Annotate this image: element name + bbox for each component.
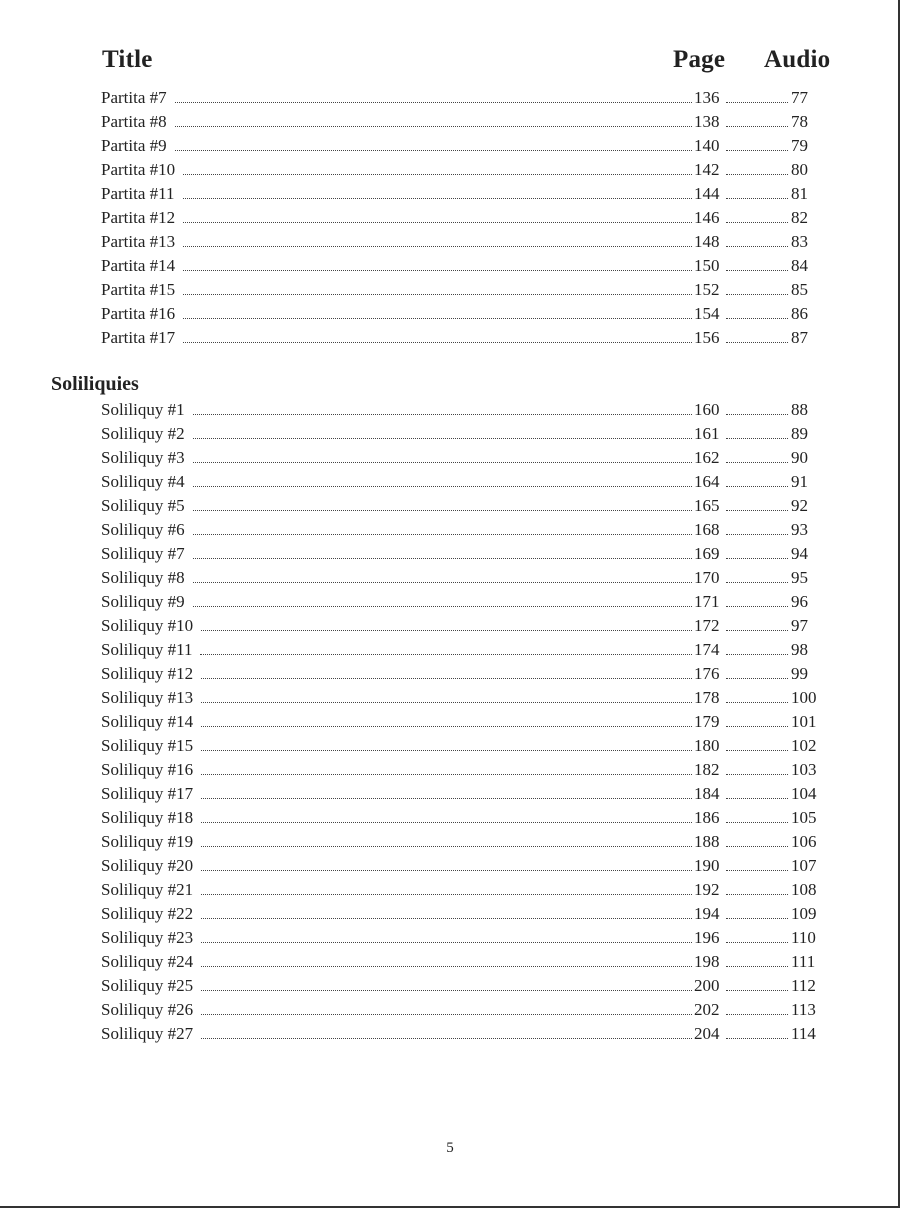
dot-leader (726, 774, 788, 775)
dot-leader (193, 462, 692, 463)
dot-leader (726, 822, 788, 823)
dot-leader (726, 510, 788, 511)
dot-leader (175, 126, 692, 127)
entry-audio-number: 106 (791, 832, 817, 851)
entry-audio-number: 94 (791, 544, 808, 563)
dot-leader (726, 1038, 788, 1039)
entry-title: Soliliquy #20 (101, 856, 194, 875)
entry-audio-number: 83 (791, 232, 808, 251)
entry-title: Partita #9 (101, 136, 167, 155)
entry-audio-number: 97 (791, 616, 808, 635)
dot-leader (726, 870, 788, 871)
toc-entry[interactable] (101, 638, 823, 662)
toc-entry[interactable] (101, 86, 823, 110)
toc-entry[interactable] (101, 830, 823, 854)
toc-entry[interactable] (101, 998, 823, 1022)
entry-title: Partita #12 (101, 208, 176, 227)
entry-title: Soliliquy #9 (101, 592, 185, 611)
entry-title: Soliliquy #10 (101, 616, 194, 635)
dot-leader (726, 606, 788, 607)
entry-audio-number: 111 (791, 952, 816, 971)
entry-page-number: 188 (694, 832, 720, 851)
dot-leader (201, 918, 692, 919)
dot-leader (201, 750, 692, 751)
entry-title: Soliliquy #13 (101, 688, 194, 707)
dot-leader (726, 966, 788, 967)
dot-leader (726, 558, 788, 559)
column-header-title: Title (102, 46, 153, 73)
partita-list (101, 86, 823, 350)
entry-page-number: 144 (694, 184, 720, 203)
entry-audio-number: 84 (791, 256, 808, 275)
dot-leader (201, 966, 692, 967)
entry-title: Partita #16 (101, 304, 176, 323)
toc-entry[interactable] (101, 110, 823, 134)
dot-leader (183, 270, 692, 271)
entry-page-number: 142 (694, 160, 720, 179)
entry-page-number: 186 (694, 808, 720, 827)
dot-leader (201, 1038, 692, 1039)
entry-title: Soliliquy #8 (101, 568, 185, 587)
entry-audio-number: 91 (791, 472, 808, 491)
entry-page-number: 168 (694, 520, 720, 539)
dot-leader (175, 150, 692, 151)
dot-leader (193, 558, 692, 559)
entry-title: Soliliquy #7 (101, 544, 185, 563)
entry-page-number: 174 (694, 640, 720, 659)
entry-audio-number: 80 (791, 160, 808, 179)
toc-entry[interactable] (101, 134, 823, 158)
entry-audio-number: 88 (791, 400, 808, 419)
toc-entry[interactable] (101, 254, 823, 278)
entry-page-number: 190 (694, 856, 720, 875)
entry-title: Soliliquy #12 (101, 664, 194, 683)
entry-audio-number: 79 (791, 136, 808, 155)
toc-entry[interactable] (101, 158, 823, 182)
dot-leader (726, 798, 788, 799)
entry-title: Partita #8 (101, 112, 167, 131)
dot-leader (726, 414, 788, 415)
entry-title: Soliliquy #17 (101, 784, 194, 803)
entry-title: Partita #10 (101, 160, 176, 179)
entry-title: Soliliquy #24 (101, 952, 194, 971)
dot-leader (193, 606, 692, 607)
entry-title: Soliliquy #23 (101, 928, 194, 947)
entry-audio-number: 101 (791, 712, 817, 731)
entry-page-number: 170 (694, 568, 720, 587)
entry-page-number: 154 (694, 304, 720, 323)
entry-title: Soliliquy #26 (101, 1000, 194, 1019)
dot-leader (183, 342, 692, 343)
entry-title: Soliliquy #1 (101, 400, 185, 419)
column-header-page: Page (673, 46, 726, 73)
entry-title: Soliliquy #3 (101, 448, 185, 467)
dot-leader (726, 102, 788, 103)
entry-audio-number: 112 (791, 976, 816, 995)
entry-audio-number: 78 (791, 112, 808, 131)
dot-leader (193, 414, 692, 415)
entry-page-number: 169 (694, 544, 720, 563)
dot-leader (201, 822, 692, 823)
dot-leader (183, 174, 692, 175)
entry-audio-number: 104 (791, 784, 817, 803)
dot-leader (726, 1014, 788, 1015)
entry-audio-number: 87 (791, 328, 808, 347)
toc-entry[interactable] (101, 326, 823, 350)
entry-audio-number: 99 (791, 664, 808, 683)
dot-leader (201, 798, 692, 799)
dot-leader (175, 102, 692, 103)
entry-page-number: 161 (694, 424, 720, 443)
dot-leader (201, 942, 692, 943)
toc-entry[interactable] (101, 686, 823, 710)
dot-leader (183, 294, 692, 295)
toc-entry[interactable] (101, 182, 823, 206)
entry-title: Soliliquy #16 (101, 760, 194, 779)
entry-page-number: 138 (694, 112, 720, 131)
entry-audio-number: 96 (791, 592, 808, 611)
entry-page-number: 196 (694, 928, 720, 947)
dot-leader (726, 486, 788, 487)
toc-entry[interactable] (101, 590, 823, 614)
dot-leader (726, 654, 788, 655)
toc-entry[interactable] (101, 470, 823, 494)
dot-leader (201, 702, 692, 703)
entry-page-number: 164 (694, 472, 720, 491)
toc-entry[interactable] (101, 398, 823, 422)
dot-leader (726, 246, 788, 247)
entry-page-number: 200 (694, 976, 720, 995)
dot-leader (726, 222, 788, 223)
dot-leader (193, 510, 692, 511)
entry-page-number: 182 (694, 760, 720, 779)
toc-entry[interactable] (101, 1022, 823, 1046)
dot-leader (726, 318, 788, 319)
entry-title: Partita #15 (101, 280, 176, 299)
entry-audio-number: 86 (791, 304, 808, 323)
entry-page-number: 194 (694, 904, 720, 923)
dot-leader (726, 462, 788, 463)
entry-title: Soliliquy #19 (101, 832, 194, 851)
entry-title: Partita #7 (101, 88, 167, 107)
entry-audio-number: 90 (791, 448, 808, 467)
toc-entry[interactable] (101, 878, 823, 902)
entry-audio-number: 93 (791, 520, 808, 539)
toc-entry[interactable] (101, 662, 823, 686)
dot-leader (726, 750, 788, 751)
toc-entry[interactable] (101, 926, 823, 950)
entry-title: Soliliquy #15 (101, 736, 194, 755)
dot-leader (201, 630, 692, 631)
entry-page-number: 176 (694, 664, 720, 683)
dot-leader (726, 582, 788, 583)
dot-leader (726, 294, 788, 295)
toc-entry[interactable] (101, 422, 823, 446)
toc-entry[interactable] (101, 302, 823, 326)
column-header-audio: Audio (764, 46, 831, 73)
toc-entry[interactable] (101, 854, 823, 878)
entry-audio-number: 92 (791, 496, 808, 515)
entry-page-number: 160 (694, 400, 720, 419)
dot-leader (201, 726, 692, 727)
entry-title: Soliliquy #11 (101, 640, 193, 659)
entry-audio-number: 113 (791, 1000, 816, 1019)
entry-audio-number: 102 (791, 736, 817, 755)
entry-audio-number: 108 (791, 880, 817, 899)
toc-entry[interactable] (101, 758, 823, 782)
dot-leader (726, 726, 788, 727)
dot-leader (726, 438, 788, 439)
toc-entry[interactable] (101, 734, 823, 758)
entry-title: Soliliquy #2 (101, 424, 185, 443)
toc-entry[interactable] (101, 710, 823, 734)
entry-audio-number: 98 (791, 640, 808, 659)
dot-leader (726, 126, 788, 127)
entry-title: Soliliquy #4 (101, 472, 185, 491)
dot-leader (201, 1014, 692, 1015)
dot-leader (193, 486, 692, 487)
entry-audio-number: 89 (791, 424, 808, 443)
entry-title: Soliliquy #27 (101, 1024, 194, 1043)
entry-page-number: 165 (694, 496, 720, 515)
entry-title: Soliliquy #25 (101, 976, 194, 995)
toc-entry[interactable] (101, 542, 823, 566)
dot-leader (726, 894, 788, 895)
dot-leader (193, 582, 692, 583)
dot-leader (726, 846, 788, 847)
entry-title: Soliliquy #21 (101, 880, 194, 899)
dot-leader (726, 270, 788, 271)
entry-page-number: 156 (694, 328, 720, 347)
dot-leader (201, 894, 692, 895)
soliloquy-list (101, 398, 823, 1046)
entry-title: Partita #17 (101, 328, 176, 347)
entry-page-number: 179 (694, 712, 720, 731)
entry-page-number: 180 (694, 736, 720, 755)
entry-title: Partita #13 (101, 232, 176, 251)
entry-title: Soliliquy #5 (101, 496, 185, 515)
dot-leader (201, 990, 692, 991)
dot-leader (183, 318, 692, 319)
entry-page-number: 171 (694, 592, 720, 611)
toc-entry[interactable] (101, 446, 823, 470)
entry-page-number: 150 (694, 256, 720, 275)
dot-leader (726, 702, 788, 703)
dot-leader (201, 774, 692, 775)
entry-audio-number: 114 (791, 1024, 816, 1043)
dot-leader (726, 150, 788, 151)
dot-leader (726, 918, 788, 919)
toc-entry[interactable] (101, 206, 823, 230)
dot-leader (201, 846, 692, 847)
toc-entry[interactable] (101, 518, 823, 542)
entry-audio-number: 103 (791, 760, 817, 779)
entry-audio-number: 110 (791, 928, 816, 947)
dot-leader (726, 198, 788, 199)
dot-leader (183, 246, 692, 247)
dot-leader (726, 342, 788, 343)
dot-leader (726, 630, 788, 631)
dot-leader (183, 222, 692, 223)
entry-audio-number: 82 (791, 208, 808, 227)
dot-leader (193, 534, 692, 535)
toc-entry[interactable] (101, 950, 823, 974)
entry-title: Soliliquy #14 (101, 712, 194, 731)
entry-audio-number: 109 (791, 904, 817, 923)
dot-leader (193, 438, 692, 439)
toc-entry[interactable] (101, 278, 823, 302)
entry-title: Soliliquy #6 (101, 520, 185, 539)
entry-page-number: 148 (694, 232, 720, 251)
entry-audio-number: 95 (791, 568, 808, 587)
dot-leader (200, 654, 692, 655)
page-number: 5 (446, 1140, 454, 1156)
section-heading-soliliquies: Soliliquies (51, 373, 139, 395)
entry-page-number: 192 (694, 880, 720, 899)
entry-page-number: 146 (694, 208, 720, 227)
toc-entry[interactable] (101, 902, 823, 926)
entry-title: Soliliquy #22 (101, 904, 194, 923)
entry-audio-number: 105 (791, 808, 817, 827)
entry-page-number: 178 (694, 688, 720, 707)
entry-page-number: 202 (694, 1000, 720, 1019)
entry-title: Partita #14 (101, 256, 176, 275)
toc-entry[interactable] (101, 494, 823, 518)
entry-page-number: 140 (694, 136, 720, 155)
entry-audio-number: 77 (791, 88, 808, 107)
entry-title: Partita #11 (101, 184, 175, 203)
entry-page-number: 136 (694, 88, 720, 107)
entry-page-number: 184 (694, 784, 720, 803)
entry-audio-number: 107 (791, 856, 817, 875)
dot-leader (183, 198, 693, 199)
entry-page-number: 204 (694, 1024, 720, 1043)
dot-leader (726, 942, 788, 943)
toc-entry[interactable] (101, 566, 823, 590)
entry-page-number: 172 (694, 616, 720, 635)
toc-entry[interactable] (101, 230, 823, 254)
entry-audio-number: 85 (791, 280, 808, 299)
dot-leader (726, 534, 788, 535)
entry-title: Soliliquy #18 (101, 808, 194, 827)
dot-leader (726, 678, 788, 679)
dot-leader (201, 678, 692, 679)
toc-entry[interactable] (101, 614, 823, 638)
dot-leader (726, 990, 788, 991)
toc-entry[interactable] (101, 974, 823, 998)
entry-page-number: 152 (694, 280, 720, 299)
dot-leader (726, 174, 788, 175)
toc-entry[interactable] (101, 806, 823, 830)
entry-page-number: 162 (694, 448, 720, 467)
dot-leader (201, 870, 692, 871)
entry-page-number: 198 (694, 952, 720, 971)
toc-entry[interactable] (101, 782, 823, 806)
entry-audio-number: 81 (791, 184, 808, 203)
entry-audio-number: 100 (791, 688, 817, 707)
